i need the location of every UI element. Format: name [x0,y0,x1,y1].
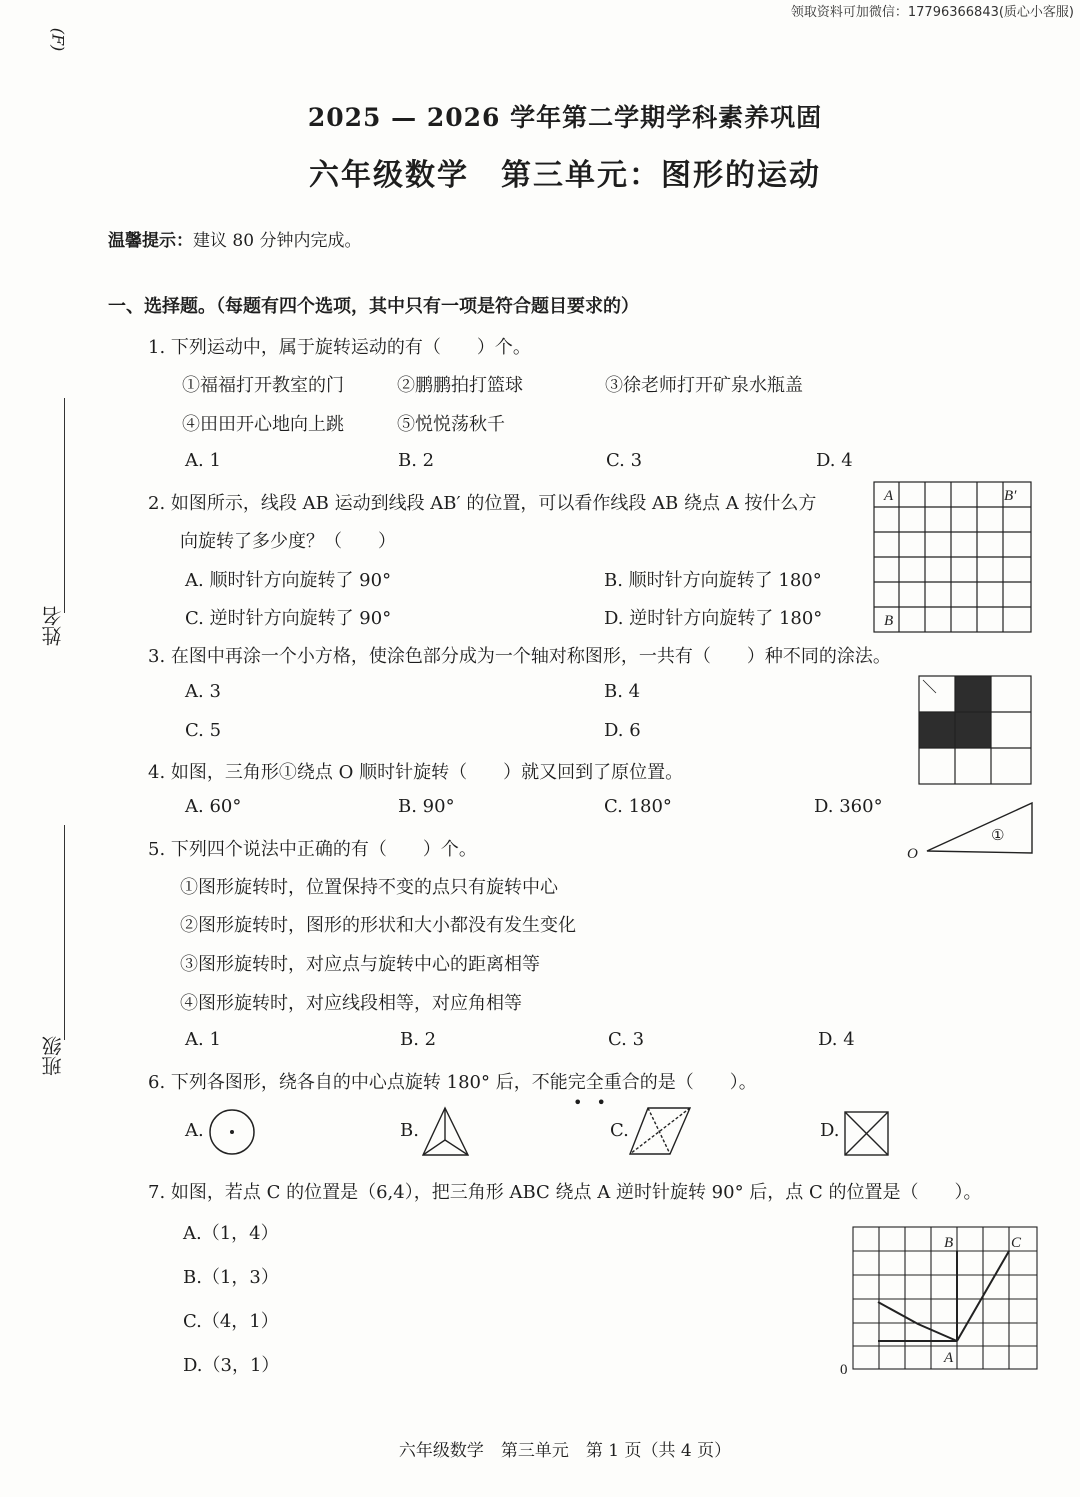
q6-parallelogram-figure [628,1106,692,1156]
q6-triangle-figure [421,1106,471,1158]
q4-stem: 4. 如图，三角形①绕点 O 顺时针旋转（ ）就又回到了原位置。 [148,762,684,783]
exam-title: 2025 — 2026 学年第二学期学科素养巩固 [307,103,823,132]
section-1-title: 一、选择题。（每题有四个选项，其中只有一项是符合题目要求的） [108,296,639,317]
q7-label-origin: 0 [840,1362,848,1378]
q2-option-d[interactable]: D. 逆时针方向旋转了 180° [604,608,823,629]
q1-option-d[interactable]: D. 4 [816,450,853,471]
q5-item: ①图形旋转时，位置保持不变的点只有旋转中心 [180,877,558,898]
q2-option-c[interactable]: C. 逆时针方向旋转了 90° [185,608,392,629]
q5-option-a[interactable]: A. 1 [185,1029,221,1050]
q1-item: ④田田开心地向上跳 [182,414,344,435]
q1-option-a[interactable]: A. 1 [185,450,221,471]
q5-option-d[interactable]: D. 4 [818,1029,855,1050]
q7-grid-figure [838,1224,1042,1376]
q1-stem: 1. 下列运动中，属于旋转运动的有（ ）个。 [148,337,531,358]
class-label: 班级 [41,1036,65,1076]
q4-option-c[interactable]: C. 180° [604,796,672,817]
q3-stem: 3. 在图中再涂一个小方格，使涂色部分成为一个轴对称图形，一共有（ ）种不同的涂法。 [148,646,891,667]
q3-grid-figure [918,675,1033,785]
tip-label: 温馨提示： [108,231,193,251]
name-line [64,398,65,613]
tip-text: 建议 80 分钟内完成。 [193,231,362,251]
q6-circle-figure [208,1108,256,1156]
q3-option-d[interactable]: D. 6 [604,720,641,741]
q6-square-figure [843,1110,891,1158]
q4-label-o: O [907,846,918,862]
q2-stem-line2: 向旋转了多少度？（ ） [180,531,396,552]
q5-option-c[interactable]: C. 3 [608,1029,645,1050]
q7-option-d[interactable]: D.（3，1） [183,1355,280,1376]
q4-triangle-figure [905,800,1035,862]
q3-shaded-cell [955,712,991,748]
q1-option-c[interactable]: C. 3 [606,450,643,471]
q4-label-tri: ① [991,826,1005,844]
q5-option-b[interactable]: B. 2 [400,1029,437,1050]
q6-option-b[interactable]: B. [400,1120,419,1141]
q5-item: ③图形旋转时，对应点与旋转中心的距离相等 [180,954,540,975]
q2-grid-figure [873,481,1033,633]
q7-stem: 7. 如图，若点 C 的位置是（6,4），把三角形 ABC 绕点 A 逆时针旋转 90° 后，点 C 的位置是（ ）。 [148,1182,982,1203]
q2-option-a[interactable]: A. 顺时针方向旋转了 90° [185,570,392,591]
q3-option-c[interactable]: C. 5 [185,720,222,741]
q1-item: ⑤悦悦荡秋千 [397,414,505,435]
q2-label-b-prime: B′ [1004,488,1017,504]
q7-option-a[interactable]: A.（1，4） [183,1223,279,1244]
q4-option-d[interactable]: D. 360° [814,796,883,817]
q1-option-b[interactable]: B. 2 [398,450,435,471]
tip [108,226,361,251]
q7-label-b: B [944,1235,954,1251]
q6-circle-center [230,1130,234,1134]
q7-label-c: C [1011,1235,1022,1251]
page-footer: 六年级数学 第三单元 第 1 页（共 4 页） [398,1441,732,1461]
q7-option-c[interactable]: C.（4，1） [183,1311,279,1332]
q3-option-b[interactable]: B. 4 [604,681,641,702]
q7-label-a: A [944,1350,954,1366]
q5-stem: 5. 下列四个说法中正确的有（ ）个。 [148,839,477,860]
corner-mark: (F) [48,27,68,52]
q6-option-d[interactable]: D. [820,1120,840,1141]
q4-option-a[interactable]: A. 60° [185,796,242,817]
q6-stem: 6. 下列各图形，绕各自的中心点旋转 180° 后，不能完全重合的是（ ）。 [148,1072,757,1093]
q7-option-b[interactable]: B.（1，3） [183,1267,279,1288]
q5-item: ②图形旋转时，图形的形状和大小都没有发生变化 [180,915,576,936]
q2-stem-line1: 2. 如图所示，线段 AB 运动到线段 AB′ 的位置，可以看作线段 AB 绕点 A 按什么方 [148,493,817,514]
q3-shaded-cell [955,676,991,712]
q1-item: ①福福打开教室的门 [182,375,344,396]
q6-diagonal [648,1108,670,1154]
q6-option-c[interactable]: C. [610,1120,629,1141]
q2-label-b: B [884,613,894,629]
q1-item: ②鹏鹏拍打篮球 [397,375,523,396]
q6-emphasis-dots: •• [573,1093,620,1112]
q4-triangle [927,803,1032,853]
class-line [64,825,65,1040]
q5-item: ④图形旋转时，对应线段相等，对应角相等 [180,993,522,1014]
exam-subtitle: 六年级数学 第三单元：图形的运动 [309,158,821,193]
q2-option-b[interactable]: B. 顺时针方向旋转了 180° [604,570,822,591]
q1-item: ③徐老师打开矿泉水瓶盖 [605,375,803,396]
q2-grid-lines [874,482,1031,632]
q3-option-a[interactable]: A. 3 [185,681,221,702]
q3-shaded-cell [919,712,955,748]
q7-drawn-line [878,1302,957,1341]
name-label: 姓名 [41,606,65,646]
q2-label-a: A [884,488,894,504]
watermark: 领取资料可加微信：17796366843(质心小客服) [790,5,1074,20]
q6-option-a[interactable]: A. [185,1120,204,1141]
q4-option-b[interactable]: B. 90° [398,796,455,817]
